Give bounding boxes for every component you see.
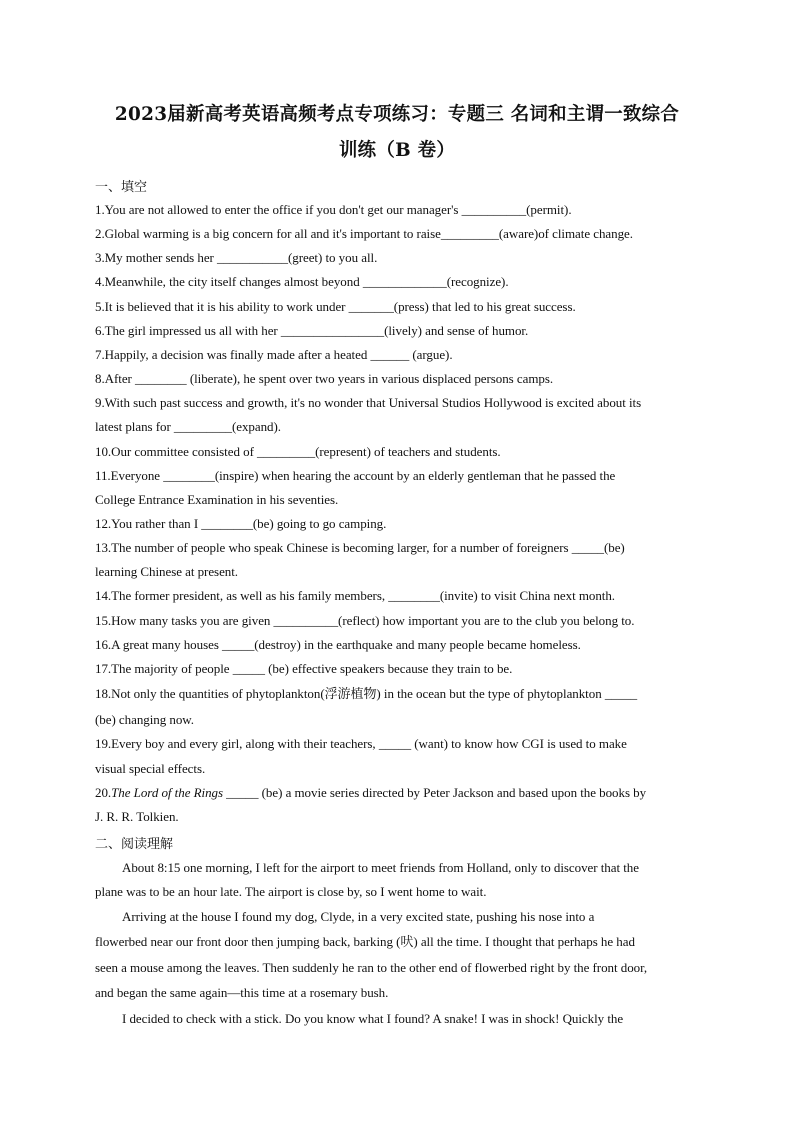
question-line: 10.Our committee consisted of _________(represent) of teachers and students.: [95, 444, 501, 459]
question-line-continued: learning Chinese at present.: [95, 564, 238, 579]
question-line: 5.It is believed that it is his ability to work under _______(press) that led to his great success.: [95, 299, 576, 314]
question-line: 14.The former president, as well as his family members, ________(invite) to visit China next month.: [95, 588, 616, 603]
question-line-continued: College Entrance Examination in his seventies.: [95, 492, 339, 507]
question-line: 9.With such past success and growth, it's no wonder that Universal Studios Hollywood is excited about its: [95, 395, 642, 410]
document-title-line-2: 训练（B 卷）: [338, 140, 456, 161]
question-line: 17.The majority of people _____ (be) effective speakers because they train to be.: [95, 661, 513, 676]
question-line: 7.Happily, a decision was finally made after a heated ______ (argue).: [95, 347, 453, 362]
question-line: 8.After ________ (liberate), he spent over two years in various displaced persons camps.: [95, 371, 554, 386]
passage-line: flowerbed near our front door then jumping back, barking (吠) all the time. I thought that perhaps he had: [95, 934, 635, 949]
question-line: 4.Meanwhile, the city itself changes almost beyond _____________(recognize).: [95, 274, 509, 289]
passage-line: plane was to be an hour late. The airport is close by, so I went home to wait.: [95, 884, 487, 899]
question-line: 19.Every boy and every girl, along with their teachers, _____ (want) to know how CGI is used to make: [95, 736, 627, 751]
question-line: 11.Everyone ________(inspire) when hearing the account by an elderly gentleman that he passed the: [95, 468, 616, 483]
book-title-italic: The Lord of the Rings: [111, 785, 223, 800]
question-text: _____ (be) a movie series directed by Peter Jackson and based upon the books by: [222, 785, 647, 800]
question-line: 12.You rather than I ________(be) going to go camping.: [95, 516, 387, 531]
question-line: 16.A great many houses _____(destroy) in the earthquake and many people became homeless.: [95, 637, 581, 652]
question-line: 1.You are not allowed to enter the office if you don't get our manager's __________(permit).: [95, 202, 572, 217]
section-heading-fill-in: 一、填空: [95, 180, 148, 195]
question-line: 13.The number of people who speak Chinese is becoming larger, for a number of foreigners _____(be): [95, 540, 625, 555]
passage-line: About 8:15 one morning, I left for the airport to meet friends from Holland, only to discover that the: [122, 860, 639, 875]
question-line-continued: visual special effects.: [95, 761, 206, 776]
section-heading-reading: 二、阅读理解: [95, 837, 174, 852]
question-number: 20.: [95, 785, 112, 800]
question-line-20: [95, 785, 646, 801]
question-line-continued: J. R. R. Tolkien.: [95, 809, 179, 824]
question-line: 3.My mother sends her ___________(greet) to you all.: [95, 250, 378, 265]
passage-line: I decided to check with a stick. Do you know what I found? A snake! I was in shock! Quickly the: [122, 1011, 624, 1026]
question-line-continued: (be) changing now.: [95, 712, 194, 727]
passage-line: and began the same again—this time at a rosemary bush.: [95, 985, 389, 1000]
document-title-line-1: 2023届新高考英语高频考点专项练习：专题三 名词和主谓一致综合: [114, 104, 680, 125]
question-line-continued: latest plans for _________(expand).: [95, 419, 281, 434]
passage-line: Arriving at the house I found my dog, Clyde, in a very excited state, pushing his nose into a: [122, 909, 595, 924]
question-line: 6.The girl impressed us all with her ________________(lively) and sense of humor.: [95, 323, 529, 338]
passage-line: seen a mouse among the leaves. Then suddenly he ran to the other end of flowerbed right by the front door,: [95, 960, 648, 975]
question-line: 18.Not only the quantities of phytoplankton(浮游植物) in the ocean but the type of phytoplankton _____: [95, 686, 638, 701]
question-line: 15.How many tasks you are given __________(reflect) how important you are to the club you belong to.: [95, 613, 635, 628]
question-line: 2.Global warming is a big concern for all and it's important to raise_________(aware)of climate change.: [95, 226, 633, 241]
